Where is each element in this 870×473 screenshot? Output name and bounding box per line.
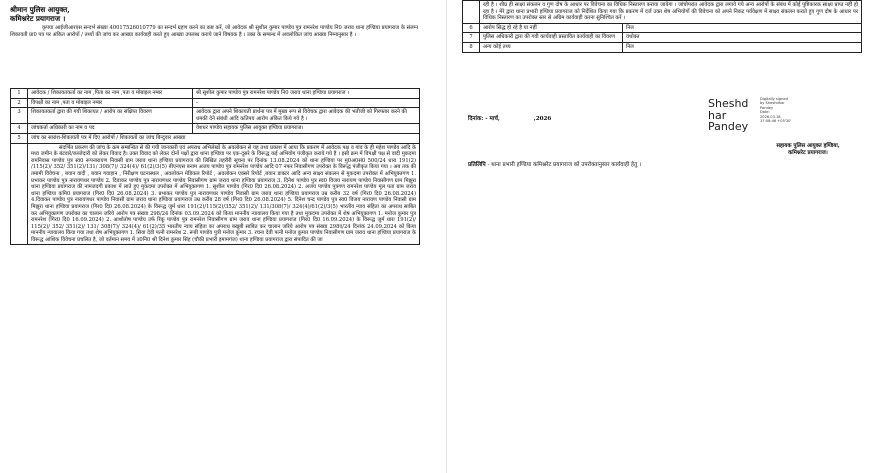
row-value: येशधर पाण्डेय सहायक पुलिस आयुक्त हण्डिया प्रयागराज। — [193, 124, 420, 134]
copy-label: प्रतिलिपि — [468, 162, 486, 168]
table-row — [463, 1, 862, 24]
table-row — [11, 89, 420, 99]
row-number: 5 — [11, 133, 28, 143]
row-label: अन्य कोई तथ्य — [480, 42, 623, 52]
row-number: 4 — [11, 124, 28, 134]
inquiry-body-text: संदर्भित प्रकरण की जांच के क्रम सम्बन्धित से की गयी जानकारी एवं अपराध अभिलेखों के अवलोकन से यह तथ्य प्रकाश में आया कि प्रकरण में आवेदक पक्ष व गांव के ही महेश पाण्डेय आदि के मध्य जमीन के बंटवारे/कब्जेदारी को लेकर विवाद है। उक्त विवाद को लेकर दोनों पक्षों द्वारा थाना हण्डिया पर एक-दूसरे के विरूद्ध कई अभियोग पंजीकृत कराये गये है । इसी क्रम में विपक्षी पक्ष से वादी मुकदमा रामनिवास पाण्डेय पुत्र स्व0 रूपनारायण निवासी ग्राम जराव थाना हण्डिया प्रयागराज की लिखित तहरीरी सूचना पर दिनांक 13.08.2024 को थाना हण्डिया पर मु0अ0सं0 500/24 धारा 191(2) /115(2)/ 352/ 351(2)/131/ 308(7)/ 324(4)/ 61(2)/3(5) बीएनएस बनाम अजय पाण्डेय पुत्र रामनरेश पाण्डेय आदि 07 नफर निवासीगण उपरोक्त के विरूद्ध पंजीकृत किया गया । अब तक की तमामी विवेचना , बयान वादी , बयान गवाहान , निरीक्षण घटनास्थल , अवलोकन मेडिकल रिपोर्ट , अवलोकन एक्सरे रिपोर्ट ,बयान डाक्टर आदि अन्य साक्ष्य संकलन से मुकदमा उपरोक्त में अभियुक्तगण 1. प्रभाकर पाण्डेय पुत्र नारायणधर पाण्डेय 2. दिवाकर पाण्डेय पुत्र नारायणधर पाण्डेय निवासीगण ग्राम जराव थाना हण्डिया प्रयागराज 3. दिनेश पाण्डेय पुत्र स्व0 विजय नारायण पाण्डेय निवासीगण ग्राम मिझूरा थाना हण्डिया प्रयागराज की नामजदगी प्रकाश में लाते हुए मुकदमा उपरोक्त में अभियुक्तगण 1. सुशील पाण्डेय (गिर0 दि0 26.08.2024) 2. अजय पाण्डेय पुत्रगण रामनरेश पाण्डेय मूल पता ग्राम जराव थाना हण्डिया कमि0 प्रयागराज (गिर0 दि0 26.08.2024) 3. प्रभाकर पाण्डेय पुत्र नारायणधर पाण्डेय निवासी ग्राम जराव थाना हण्डिया प्रयागराज उम्र करीब 32 वर्ष (गिर0 दि0 26.08.2024) 4.दिवाकर पाण्डेय पुत्र नारायणधर पाण्डेय निवासी ग्राम जराव थाना हण्डिया प्रयागराज उम्र करीब 28 वर्ष (गिर0 दि0 26.08.2024) 5. दिनेश चन्द्र पाण्डेय पुत्र स्व0 विजय नारायण पाण्डेय निवासी ग्राम मिझूरा थाना हण्डिया प्रयागराज (गिर0 दि0 26.08.2024) के विरूद्ध जुर्म धारा 191(2)/115(2)/352/ 351(2)/ 131/308(7)/ 324(4)/61(2)/3(5) भारतीय न्याय संहिता का अपराध साबित कर अभियुक्तगण उपरोक्त का चालान जरिये आरोप पत्र संख्या 298/24 दिनांक 03.09.2024 को किया माननीय न्यायालय किया गया है तथा मुकदमा उपरोक्त में शेष अभियुक्तगण 1. मनोज कुमार पुत्र रामनरेश (गिर0 दि0 16.09.2024) 2. आशोतोष पाण्डेय उर्फ रिंकू पाण्डेय पुत्र रामनरेश निवासीगण ग्राम जराव थाना हण्डिया प्रयागराज (गिर0 दि0 16.09.2024) के विरूद्ध जुर्म धारा 191(2)/ 115(2)/ 352/ 351(2)/ 131/ 308(7)/ 324(4)/ 61(2)/35 भारतीय न्याय संहिता का अपराध बखूबी साबित कर चालान जरिये आरोप पत्र संख्या 298ए/24 दिनांक 24.09.2024 को किया माननीय न्यायालय किया गया तथा शेष अभियुक्तगण 1. सिया देवी पत्नी रामनरेश 2. रूबी पाण्डेय पुत्री मनोज कुमार 3. रचना देवी पत्नी मनोज कुमार पाण्डेय निवासीगण ग्राम जराव थाना हण्डिया प्रयागराज के विरूद्ध आंशिक विवेचना प्रचलित है, जो वर्तमान समय में उ0नि0 श्री दिनेश कुमार सिंह (चौकी प्रभारी इमामगंज) थाना हण्डिया प्रयागराज द्वारा संपादित की जा — [28, 143, 420, 245]
row-value: श्री सुशील कुमार पाण्डेय पुत्र रामनरेश पाण्डेय नि0 जराव थाना हण्डिया प्रयागराज । — [193, 89, 420, 99]
row-label: आवेदक / शिकायतकर्ता का नाम ,पिता का नाम ,पता व मोबाइल नम्बर — [28, 89, 193, 99]
row-label: विपक्षी का नाम ,पता व मोबाइल नम्बर — [28, 98, 193, 108]
right-page — [462, 0, 870, 473]
row-label: आरोप सिद्ध हो रहे है या नहीं — [480, 23, 623, 33]
left-page — [0, 0, 434, 473]
table-row — [11, 98, 420, 108]
conclusion-table — [462, 0, 862, 53]
row-value: निल — [623, 23, 862, 33]
table-row — [463, 33, 862, 43]
row-value: आवेदक द्वारा अपने शिकायती प्रार्थना पत्र में मुख्य रूप से विवेचक द्वारा आवेदक की भतीजी को गिरफ्तार करने की धमकी देने संबंधी आदि कतिपय आरोप अंकित किये गये है । — [193, 108, 420, 124]
date-line — [468, 114, 551, 122]
signatory-title: सहायक पुलिस आयुक्त हण्डिया, कमिश्नरेट प्रयागराज। — [776, 143, 840, 156]
row-number: 1 — [11, 89, 28, 99]
row-number: 2 — [11, 98, 28, 108]
continued-text: रही है । शीघ्र ही साक्ष्य संकलन व गुण दोष के आधार पर विवेचना का विधिक निस्तारण कराया जायेगा । जांचोपरांत आवेदक द्वारा लगाये गये अन्य आरोपों के संबंध में कोई पुष्टिकारक साक्ष्य प्राप्त नहीं हो रहा है । मेरे द्वारा थाना प्रभारी हण्डिया प्रयागराज को निर्देशित किया गया कि प्रकरण में दर्ज उक्त शेष अभियोगों की विवेचना को अपने निकट पर्यवेक्षण में साक्ष्य संकलन कराते हुए गुण दोष के आधार पर विधिक निस्तारण का उपरोक्त स्तर से अग्रिम कार्यवाही करना सुनिश्चित करें । — [480, 1, 862, 24]
row-number: 6 — [463, 23, 480, 33]
row-number: 3 — [11, 108, 28, 124]
date-label: दिनांक: - मार्च, — [468, 116, 500, 122]
table-row — [463, 23, 862, 33]
row-number: 7 — [463, 33, 480, 43]
inquiry-table — [10, 88, 420, 245]
addressee-line: कमिश्नरेट प्रयागराज । — [10, 14, 66, 23]
date-year: ,2026 — [533, 116, 552, 122]
signature-name: Sheshd har Pandey — [708, 97, 749, 133]
table-row — [11, 124, 420, 134]
row-label — [28, 133, 420, 143]
digital-signature — [708, 96, 868, 140]
copy-line — [468, 160, 641, 168]
copy-text: - थाना प्रभारी हण्डिया कमिश्नरेट प्रयागराज को उपरोक्तानुसार कार्यवाही हेतु । — [485, 162, 642, 168]
table-row — [11, 108, 420, 124]
table-row — [11, 133, 420, 143]
page-divider — [446, 0, 447, 473]
row-value: निल — [623, 42, 862, 52]
row-value: यथोक्त — [623, 33, 862, 43]
intro-paragraph: कृपया आईजीआरएस सन्दर्भ संख्या 40017526010779 का सन्दर्भ ग्रहण करने का कष्ट करें, जो आवेदक श्री सुशील कुमार पाण्डेय पुत्र रामनरेश पाण्डेय नि0 जराव थाना हण्डिया प्रयागराज के संलग्न शिकायती प्रा0 पत्र पर अंकित आरोपों / तथ्यों की जांच कर आख्या कार्यवाही करते हुए आख्या उपलब्ध कराये जाने विषयक है । उक्त के सम्बन्ध में अवलोकित जांच आख्या निम्नानुसार है । — [10, 25, 418, 38]
addressee-line: श्रीमान पुलिस आयुक्त, — [10, 5, 70, 14]
addressee — [10, 5, 70, 23]
table-row — [463, 42, 862, 52]
row-label: जांचकर्ता अधिकारी का नाम व पद — [28, 124, 193, 134]
row-label: शिकायतकर्ता द्वारा की गयी शिकायत / आरोप का संक्षिप्त विवरण — [28, 108, 193, 124]
row-number: 8 — [463, 42, 480, 52]
row-value: - — [193, 98, 420, 108]
table-row — [11, 143, 420, 245]
row-label: पुलिस अधिकारी द्वारा की गयी कार्यवाही प्रस्तावित कार्यवाही का विवरण — [480, 33, 623, 43]
row-label-text: जांच का सारांश-शिकायती पत्र में दिए आरोपों / शिकायतों का जांच बिन्दुवार आख्या — [31, 134, 186, 141]
signature-meta: Digitally signed by Sheshdhar Pandey Date: 2026.03.18 17:08:46 +05'30' — [760, 97, 792, 124]
